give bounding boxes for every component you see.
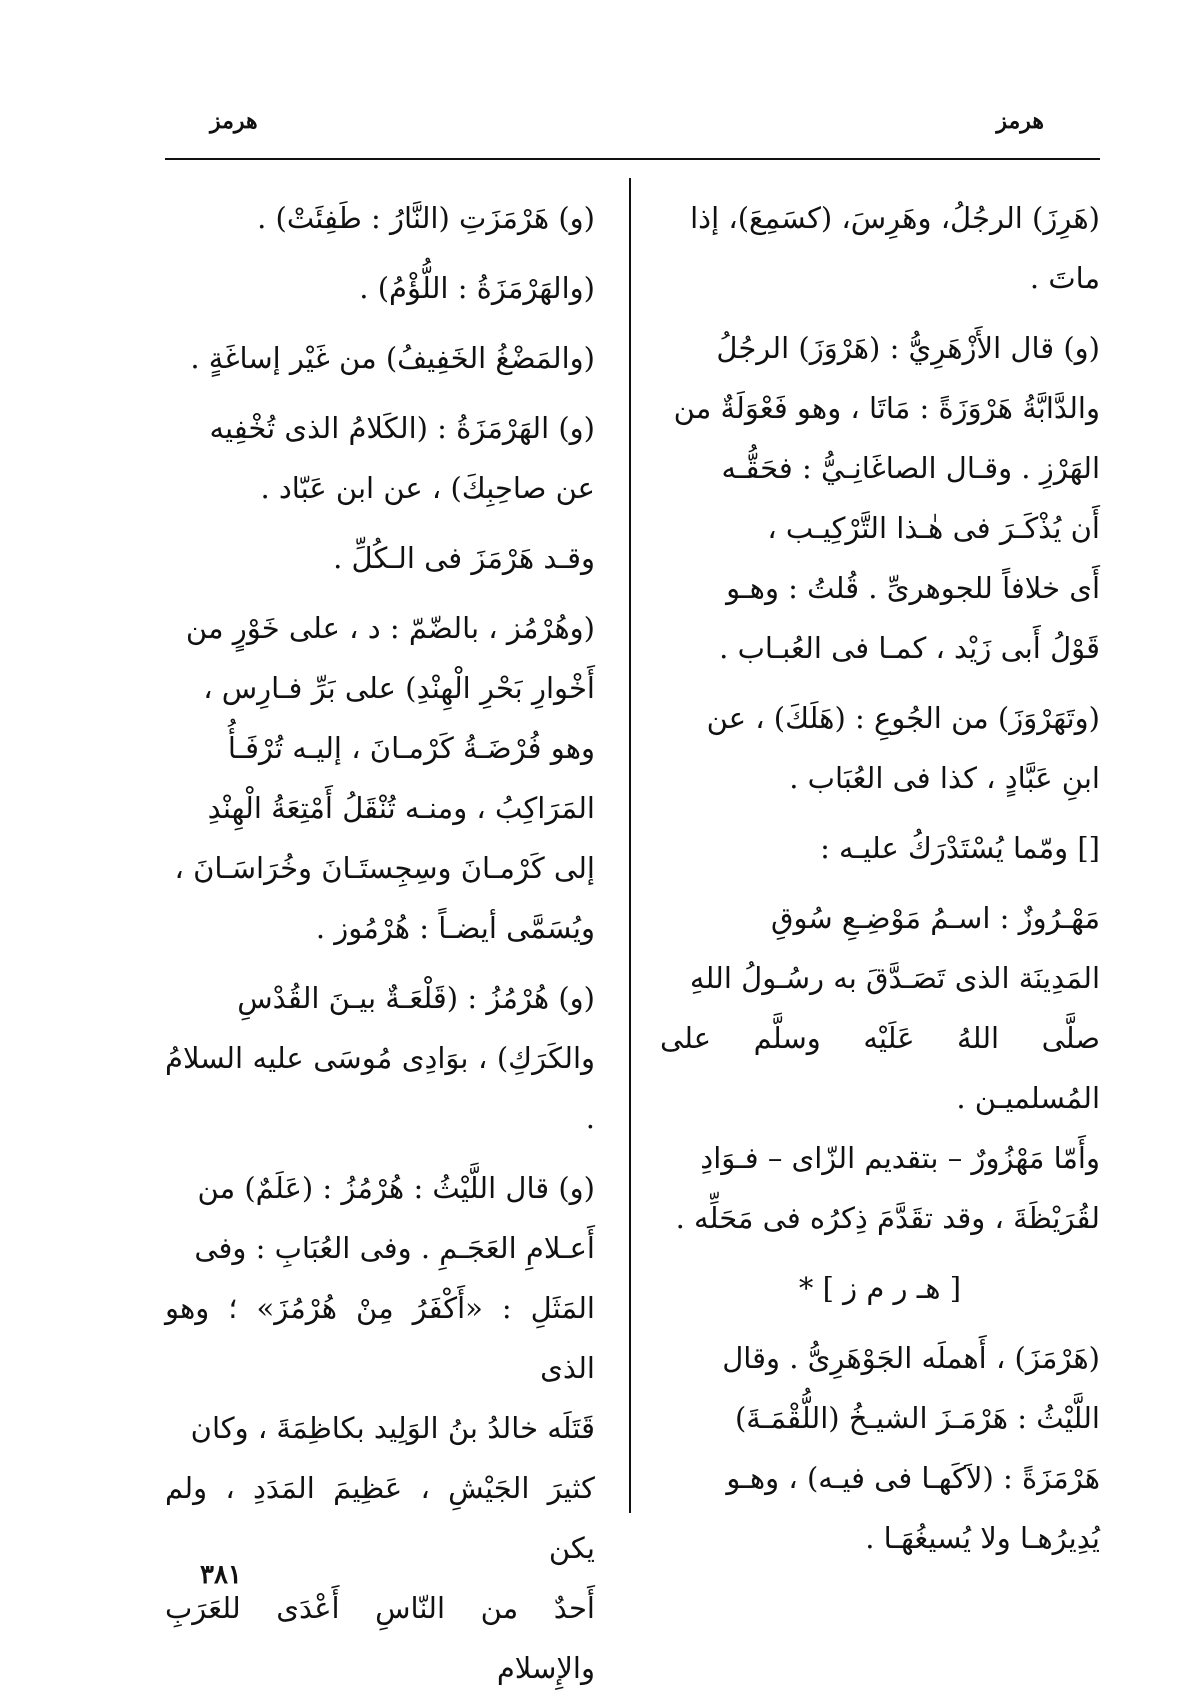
text-line: (وهُرْمُز ، بالضّمّ : د ، على خَوْرٍ من — [185, 611, 595, 645]
text-line: عن صاحِبِكَ) ، عن ابن عَبّاد . — [260, 471, 595, 505]
text-line: ويُسَمَّى أيضـاً : هُرْمُوز . — [315, 911, 595, 945]
entry-paragraph — [165, 258, 595, 318]
running-header-right: هرمز — [996, 108, 1044, 134]
text-line: (هَرِزَ) الرجُلُ، وهَرِسَ، (كسَمِعَ)، إذا — [690, 201, 1100, 235]
text-line: المَدِينَة الذى تَصَـدَّقَ به رسُـولُ اللهِ — [689, 961, 1100, 995]
entry-paragraph — [165, 328, 595, 388]
text-line: ابنِ عَبَّادٍ ، كذا فى العُبَاب . — [789, 761, 1100, 795]
text-line: (و) هُرْمُزُ : (قَلْعَـةٌ بيـنَ القُدْسِ — [237, 981, 595, 1015]
entry-paragraph — [165, 188, 595, 248]
text-line: المَثَلِ : «أَكْفَرُ مِنْ هُرْمُزَ» ؛ وهو الذى — [165, 1291, 595, 1385]
text-line: (و) الهَرْمَزَةُ : (الكَلامُ الذى تُخْفِيه — [209, 411, 595, 445]
entry-paragraph — [660, 1328, 1100, 1568]
entry-paragraph — [660, 1258, 1100, 1318]
text-line: قَوْلُ أَبى زَيْد ، كمـا فى العُبـاب . — [719, 631, 1100, 665]
text-line: هَرْمَزَةً : (لاَكَهـا فى فيـه) ، وهـو — [726, 1461, 1100, 1495]
text-line: أَحدٌ من النّاسِ أَعْدَى للعَرَبِ والإِسلام — [165, 1591, 595, 1685]
text-line: (و) قال الأَزْهَرِيُّ : (هَرْوَزَ) الرجُلُ — [716, 331, 1100, 365]
entry-paragraph — [165, 528, 595, 588]
left-column — [165, 188, 595, 1708]
text-line: الهَرْزِ . وقـال الصاغَانِـيُّ : فحَقُّـه — [721, 451, 1100, 485]
entry-paragraph — [660, 688, 1100, 808]
text-line: (والمَضْغُ الخَفِيفُ) من غَيْر إساغَةٍ . — [190, 341, 595, 375]
text-line: إلى كَرْمـانَ وسِجِستَـانَ وخُرَاسَـانَ ، — [174, 851, 595, 885]
text-line: (وتَهَرْوَزَ) من الجُوعِ : (هَلَكَ) ، عن — [706, 701, 1100, 735]
text-line: صلَّى اللهُ عَلَيْه وسلَّم على المُسلميـن . — [660, 1021, 1100, 1115]
entry-paragraph — [660, 818, 1100, 878]
text-line: أَعـلامِ العَجَـمِ . وفى العُبَابِ : وفى — [194, 1231, 595, 1265]
page-number: ٣٨١ — [200, 1560, 242, 1590]
text-line: قَتَلَه خالدُ بنُ الوَلِيد بكاظِمَةَ ، وكان — [190, 1411, 595, 1445]
text-line: كثيرَ الجَيْشِ ، عَظِيمَ المَدَدِ ، ولم يكن — [165, 1471, 595, 1565]
entry-paragraph — [165, 1158, 595, 1698]
text-line: (و) هَرْمَزَتِ (النَّارُ : طَفِئَتْ) . — [257, 201, 595, 235]
text-line: [ هـ ر م ز ] * — [798, 1271, 962, 1305]
text-line: والدَّابَّةُ هَرْوَزَةً : مَاتَا ، وهو فَعْوَلَةٌ من — [673, 391, 1100, 425]
text-line: وهو فُرْضَـةُ كَرْمـانَ ، إليـه تُرْفَـأُ — [227, 731, 595, 765]
entry-paragraph — [165, 398, 595, 518]
running-header-left: هرمز — [210, 108, 258, 134]
text-line: المَرَاكِبُ ، ومنـه تُنْقَلُ أَمْتِعَةُ الْهِنْدِ — [207, 791, 595, 825]
entry-paragraph — [660, 188, 1100, 308]
entry-paragraph — [660, 318, 1100, 678]
text-line: أَخْوارِ بَحْرِ الْهِنْدِ) على بَرِّ فـارِس ، — [203, 671, 595, 705]
text-line: مَهْـرُوزٌ : اسـمُ مَوْضِـعِ سُوقِ — [770, 901, 1100, 935]
text-line: وقـد هَرْمَزَ فى الـكُلِّ . — [333, 541, 595, 575]
text-line: وأَمّا مَهْزُورٌ – بتقديم الزّاى – فـوَادِ — [700, 1141, 1100, 1175]
text-line: أَى خلافاً للجوهرىِّ . قُلتُ : وهـو — [726, 571, 1100, 605]
column-divider — [629, 178, 631, 1513]
text-line: (و) قال اللَّيْثُ : هُرْمُزُ : (عَلَمٌ) من — [197, 1171, 595, 1205]
header-rule — [165, 158, 1100, 160]
text-line: أَن يُذْكَـرَ فى هٰـذا التَّرْكِيـب ، — [767, 511, 1100, 545]
right-column — [660, 188, 1100, 1578]
text-line: لقُرَيْظَةَ ، وقد تقَدَّمَ ذِكرُه فى مَحَلِّه . — [675, 1201, 1100, 1235]
text-line: يُدِيرُهـا ولا يُسيغُهَـا . — [865, 1521, 1100, 1555]
text-line: (هَرْمَزَ) ، أَهملَه الجَوْهَرِىُّ . وقال — [722, 1341, 1100, 1375]
entry-paragraph — [165, 598, 595, 958]
text-line: والكَرَكِ) ، بوَادِى مُوسَى عليه السلامُ . — [165, 1041, 595, 1135]
text-line: ماتَ . — [1029, 261, 1100, 295]
text-line: (والهَرْمَزَةُ : اللُّؤْمُ) . — [359, 271, 595, 305]
text-line: اللَّيْثُ : هَرْمَـزَ الشيـخُ (اللُّقْمَـةَ) — [734, 1401, 1100, 1435]
entry-paragraph — [165, 968, 595, 1148]
entry-paragraph — [660, 888, 1100, 1248]
text-line: [] ومّما يُسْتَدْرَكُ عليـه : — [820, 831, 1100, 865]
